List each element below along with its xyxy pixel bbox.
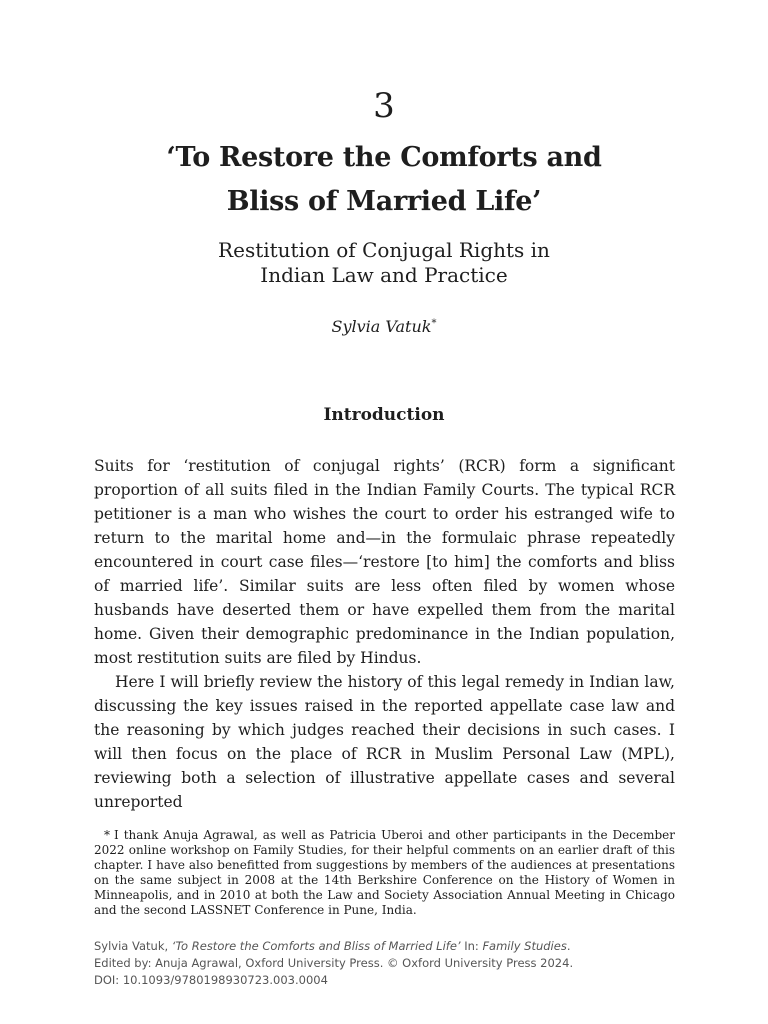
chapter-title-line-2: Bliss of Married Life’ — [226, 186, 542, 217]
citation-doi: DOI: 10.1093/9780198930723.003.0004 — [94, 973, 328, 987]
body-paragraph-2: Here I will briefly review the history of this legal remedy in Indian law, discussing the key issues raised in the reported appellate case law and the reasoning by which judges reached their decisions in such cases. I will then focus on the place of RCR in Muslim Personal Law (MPL), reviewing both a selection of illustrative appellate cases and several unreported — [94, 673, 675, 811]
author-footnote-mark: * — [431, 318, 437, 329]
chapter-subtitle-line-1: Restitution of Conjugal Rights in — [218, 238, 550, 262]
body-text — [94, 454, 675, 814]
chapter-subtitle — [0, 238, 768, 288]
chapter-title — [0, 136, 768, 224]
citation-book-title: Family Studies — [482, 939, 567, 953]
citation-chapter-title: ‘To Restore the Comforts and Bliss of Married Life’ — [171, 939, 461, 953]
citation-book-suffix: . — [566, 939, 571, 953]
footnote-mark: * — [104, 828, 110, 842]
chapter-number: 3 — [373, 86, 395, 126]
author-byline — [0, 312, 768, 339]
citation-author: Sylvia Vatuk, — [94, 939, 172, 953]
citation-line-2: Edited by: Anuja Agrawal, Oxford University Press. © Oxford University Press 2024. — [94, 956, 574, 970]
chapter-title-line-1: ‘To Restore the Comforts and — [166, 142, 602, 173]
footnote-text: I thank Anuja Agrawal, as well as Patricia Uberoi and other participants in the December 2022 online workshop on Family Studies, for their helpful comments on an earlier draft of this chapter. I have also benefitted from suggestions by members of the audiences at presentations on the same subject in 2008 at the 14th Berkshire Conference on the History of Women in Minneapolis, and in 2010 at both the Law and Society Association Annual Meeting in Chicago and the second LASSNET Conference in Pune, India. — [94, 828, 675, 917]
source-citation — [94, 938, 714, 989]
citation-in-label: In: — [460, 939, 483, 953]
author-name: Sylvia Vatuk — [331, 317, 432, 336]
chapter-subtitle-line-2: Indian Law and Practice — [260, 263, 508, 287]
citation-line-1 — [94, 938, 714, 955]
footnote — [94, 828, 675, 918]
section-heading: Introduction — [323, 405, 445, 425]
body-paragraph-1: Suits for ‘restitution of conjugal rights’ (RCR) form a significant proportion of all suits filed in the Indian Family Courts. The typical RCR petitioner is a man who wishes the court to order his estranged wife to return to the marital home and—in the formulaic phrase repeatedly encountered in court case files—‘restore [to him] the comforts and bliss of married life’. Similar suits are less often filed by women whose husbands have deserted them or have expelled them from the marital home. Given their demographic predominance in the Indian population, most restitution suits are filed by Hindus. — [94, 457, 675, 667]
